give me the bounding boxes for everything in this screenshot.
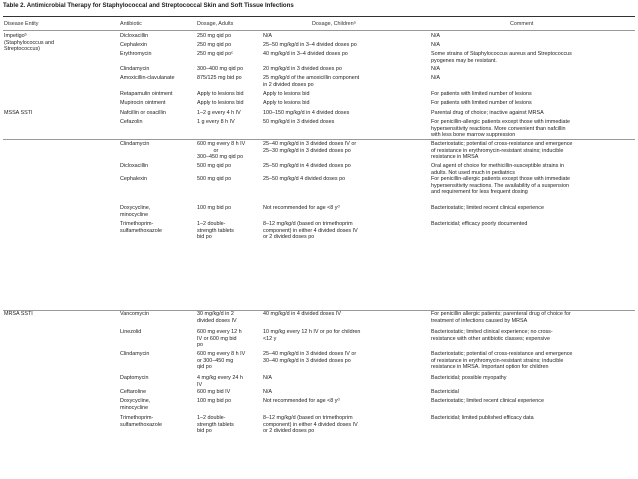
dosage-children-cell: Not recommended for age <8 yᵈ [263, 205, 340, 211]
disease-entity-cell: MRSA SSTI [4, 311, 33, 317]
dosage-children-cell: Not recommended for age <8 yᵈ [263, 398, 340, 404]
dosage-adults-cell: 4 mg/kg every 24 h IV [197, 375, 243, 388]
dosage-adults-cell: 1–2 double- strength tablets bid po [197, 415, 234, 435]
dosage-children-cell: Apply to lesions bid [263, 100, 310, 106]
dosage-adults-cell: 100 mg bid po [197, 398, 232, 404]
antibiotic-cell: Trimethoprim- sulfamethoxazole [120, 415, 162, 428]
dosage-children-cell: 8–12 mg/kg/d (based on trimethoprim component) in either 4 divided doses IV or 2 divided doses po [263, 415, 358, 435]
antibiotic-cell: Mupirocin ointment [120, 100, 166, 106]
dosage-adults-cell: 1 g every 8 h IV [197, 119, 235, 125]
comment-cell: For penicillin-allergic patients except those with immediate hypersensitivity reactions. The availability of a suspension and requirement for less frequent dosing [431, 176, 571, 196]
comment-cell: Bacteriostatic; potential of cross-resistance and emergence of resistance in erythromycin-resistant strains; inducible resistance in MRSA [431, 141, 573, 161]
dosage-adults-cell: 300–400 mg qid po [197, 66, 244, 72]
dosage-children-cell: 8–12 mg/kg/d (based on trimethoprim component) in either 4 divided doses IV or 2 divided doses po [263, 221, 358, 241]
antibiotic-cell: Ceftaroline [120, 389, 147, 395]
antibiotic-cell: Daptomycin [120, 375, 149, 381]
comment-cell: For patients with limited number of lesions [431, 100, 532, 106]
antibiotic-cell: Cephalexin [120, 176, 147, 182]
comment-cell: Bacteriostatic; limited recent clinical experience [431, 398, 544, 404]
comment-cell: N/A [431, 42, 440, 48]
comment-cell: N/A [431, 66, 440, 72]
header-antibiotic: Antibiotic [120, 21, 142, 27]
dosage-adults-cell: 600 mg every 8 h IV or 300–450 mg qid po [197, 141, 246, 161]
comment-cell: For penicillin-allergic patients except those with immediate hypersensitivity reactions. More convenient than nafcillin with less bone marrow suppression [431, 119, 571, 139]
disease-entity-cell: Impetigoᵇ (Staphylococcus and Streptococcus) [4, 33, 55, 53]
antibiotic-cell: Clindamycin [120, 141, 150, 147]
antibiotic-cell: Doxycycline, minocycline [120, 205, 151, 218]
dosage-children-cell: 25–40 mg/kg/d in 3 divided doses IV or 25–30 mg/kg/d in 3 divided doses po [263, 141, 357, 154]
comment-cell: For patients with limited number of lesions [431, 91, 532, 97]
dosage-children-cell: 100–150 mg/kg/d in 4 divided doses [263, 110, 350, 116]
dosage-adults-cell: 1–2 double- strength tablets bid po [197, 221, 234, 241]
dosage-adults-cell: Apply to lesions bid [197, 100, 244, 106]
antibiotic-cell: Retapamulin ointment [120, 91, 173, 97]
comment-cell: Bactericidal; limited published efficacy data [431, 415, 534, 421]
antibiotic-cell: Cefazolin [120, 119, 143, 125]
dosage-children-cell: 20 mg/kg/d in 3 divided doses po [263, 66, 342, 72]
comment-cell: Bacteriostatic; limited recent clinical experience [431, 205, 544, 211]
comment-cell: Bactericidal [431, 389, 459, 395]
dosage-children-cell: N/A [263, 375, 272, 381]
comment-cell: Bacteriostatic; limited clinical experience; no cross- resistance with other antibiotic classes; expensive [431, 329, 553, 342]
comment-cell: Parental drug of choice; inactive against MRSA [431, 110, 544, 116]
dosage-adults-cell: 30 mg/kg/d in 2 divided doses IV [197, 311, 237, 324]
dosage-adults-cell: 1–2 g every 4 h IV [197, 110, 241, 116]
dosage-adults-cell: 500 mg qid po [197, 163, 232, 169]
top-rule [3, 16, 635, 17]
dosage-children-cell: N/A [263, 389, 272, 395]
antibiotic-cell: Clindamycin [120, 351, 150, 357]
header-dosage-adults: Dosage, Adults [197, 21, 234, 27]
dosage-adults-cell: 500 mg qid po [197, 176, 232, 182]
dosage-adults-cell: 250 mg qid poᶜ [197, 51, 234, 57]
antibiotic-cell: Erythromycin [120, 51, 152, 57]
header-disease-entity: Disease Entity [4, 21, 39, 27]
dosage-children-cell: Apply to lesions bid [263, 91, 310, 97]
comment-cell: Some strains of Staphylococcus aureus and Streptococcus pyogenes may be resistant. [431, 51, 572, 64]
header-comment: Comment [510, 21, 534, 27]
dosage-adults-cell: 600 mg every 12 h IV or 600 mg bid po [197, 329, 242, 349]
dosage-children-cell: N/A [263, 33, 272, 39]
dosage-children-cell: 40 mg/kg/d in 4 divided doses IV [263, 311, 341, 317]
dosage-adults-cell: Apply to lesions bid [197, 91, 244, 97]
dosage-children-cell: 25–40 mg/kg/d in 3 divided doses IV or 30–40 mg/kg/d in 3 divided doses po [263, 351, 357, 364]
comment-cell: Bactericidal; efficacy poorly documented [431, 221, 528, 227]
antibiotic-cell: Dicloxacillin [120, 33, 149, 39]
header-dosage-children: Dosage, Childrenᵃ [312, 21, 356, 27]
dosage-children-cell: 25–50 mg/kg/d 4 divided doses po [263, 176, 346, 182]
antibiotic-cell: Linezolid [120, 329, 142, 335]
dosage-adults-cell: 250 mg qid po [197, 33, 232, 39]
dosage-adults-cell: 250 mg qid po [197, 42, 232, 48]
comment-cell: For penicillin allergic patients; parenteral drug of choice for treatment of infections caused by MRSA [431, 311, 571, 324]
antibiotic-cell: Vancomycin [120, 311, 149, 317]
dosage-children-cell: 25–50 mg/kg/d in 4 divided doses po [263, 163, 351, 169]
antibiotic-cell: Nafcillin or oxacillin [120, 110, 166, 116]
dosage-children-cell: 25 mg/kg/d of the amoxicillin component in 2 divided doses po [263, 75, 360, 88]
disease-entity-cell: MSSA SSTI [4, 110, 33, 116]
comment-cell: N/A [431, 33, 440, 39]
comment-cell: Bacteriostatic; potential of cross-resistance and emergence of resistance in erythromycin-resistant strains; inducible resistance in MRSA. Important option for children [431, 351, 573, 371]
dosage-children-cell: 40 mg/kg/d in 3–4 divided doses po [263, 51, 348, 57]
antibiotic-cell: Doxycycline, minocycline [120, 398, 151, 411]
dosage-adults-cell: 100 mg bid po [197, 205, 232, 211]
antibiotic-cell: Dicloxacillin [120, 163, 149, 169]
comment-cell: Oral agent of choice for methicillin-susceptible strains in adults. Not used much in pediatrics [431, 163, 565, 176]
section-rule-mssa [3, 139, 635, 140]
comment-cell: N/A [431, 75, 440, 81]
antibiotic-cell: Cephalexin [120, 42, 147, 48]
antibiotic-cell: Trimethoprim- sulfamethoxazole [120, 221, 162, 234]
dosage-children-cell: 10 mg/kg every 12 h IV or po for children <12 y [263, 329, 361, 342]
comment-cell: Bactericidal; possible myopathy [431, 375, 507, 381]
dosage-adults-cell: 600 mg bid IV [197, 389, 231, 395]
dosage-children-cell: 25–50 mg/kg/d in 3–4 divided doses po [263, 42, 357, 48]
antibiotic-cell: Amoxicillin-clavulanate [120, 75, 175, 81]
header-rule [3, 30, 635, 31]
antibiotic-cell: Clindamycin [120, 66, 150, 72]
dosage-children-cell: 50 mg/kg/d in 3 divided doses [263, 119, 335, 125]
dosage-adults-cell: 875/125 mg bid po [197, 75, 242, 81]
dosage-adults-cell: 600 mg every 8 h IV or 300–450 mg qid po [197, 351, 246, 371]
table-title: Table 2. Antimicrobial Therapy for Staphylococcal and Streptococcal Skin and Soft Tissue Infections [3, 2, 294, 9]
